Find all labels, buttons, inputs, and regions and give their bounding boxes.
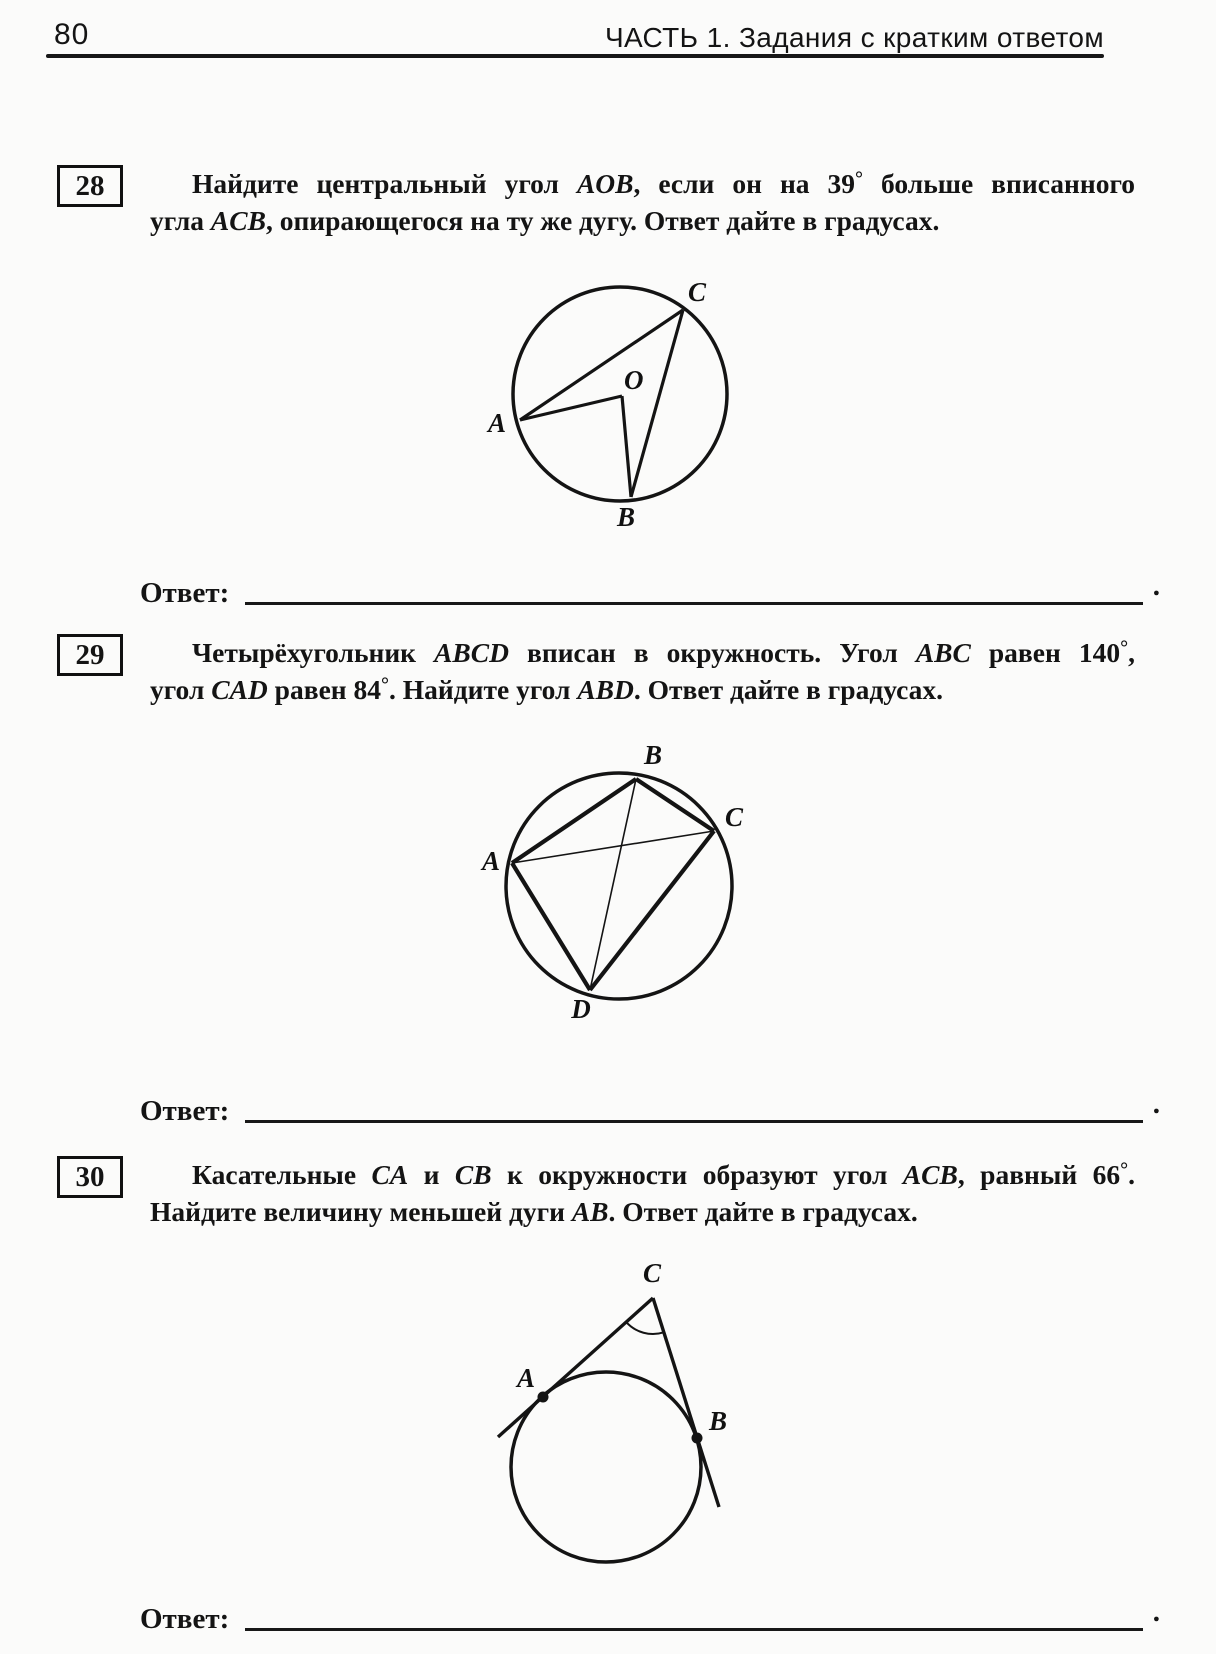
d28-label-C: C <box>688 277 707 307</box>
d28-circle <box>513 287 727 501</box>
d30-point-A-dot <box>538 1392 549 1403</box>
answer-blank-line <box>245 1094 1143 1123</box>
d29-label-C: C <box>725 802 744 832</box>
d30-label-B: B <box>709 1406 728 1436</box>
answer-row-28 <box>140 570 1160 609</box>
problem-number: 28 <box>75 169 105 202</box>
problem-29-number-box <box>57 634 123 676</box>
d29-side-AB <box>512 779 636 863</box>
problem-29-line-2: угол CAD равен 84°. Найдите угол ABD. Ответ дайте в градусах. <box>150 674 944 705</box>
d28-label-B: B <box>616 502 636 532</box>
answer-row-29 <box>140 1088 1160 1127</box>
answer-label: Ответ: <box>140 1095 230 1127</box>
header-rule <box>46 54 1104 58</box>
d30-label-A: A <box>516 1363 535 1393</box>
d28-label-O: O <box>624 365 644 395</box>
answer-period: . <box>1152 1088 1160 1120</box>
d29-side-DA <box>512 863 590 990</box>
answer-label: Ответ: <box>140 577 230 609</box>
d29-label-B: B <box>644 740 663 770</box>
d30-label-C: C <box>642 1258 662 1288</box>
problem-28-line-1: Найдите центральный угол AOB, если он на 39° больше вписанного <box>192 168 1135 199</box>
answer-blank-line <box>245 1602 1143 1631</box>
d29-side-CD <box>590 831 714 990</box>
d28-label-A: A <box>487 408 506 438</box>
problem-30-number-box <box>57 1156 123 1198</box>
problem-number: 30 <box>75 1160 105 1193</box>
d29-circle <box>506 773 732 999</box>
diagram-28-central-angle <box>420 268 750 533</box>
d30-tangent-CB <box>653 1298 719 1507</box>
problem-30-line-2: Найдите величину меньшей дуги AB. Ответ дайте в градусах. <box>150 1196 918 1227</box>
answer-period: . <box>1152 570 1160 602</box>
problem-number: 29 <box>75 638 105 671</box>
d29-label-D: D <box>571 994 591 1024</box>
answer-row-30 <box>140 1596 1160 1635</box>
diagram-30-tangents <box>440 1258 775 1573</box>
problem-29-line-1: Четырёхугольник ABCD вписан в окружность. Угол ABC равен 140°, <box>192 637 1135 668</box>
problem-29-text <box>150 634 1135 708</box>
problem-28-text <box>150 165 1135 239</box>
page-number: 80 <box>54 18 90 51</box>
d29-label-A: A <box>481 846 500 876</box>
diagram-29-inscribed-quadrilateral <box>450 718 780 1023</box>
d28-radius-OB <box>622 396 631 497</box>
problem-30-text <box>150 1156 1135 1230</box>
d30-point-B-dot <box>692 1433 703 1444</box>
answer-period: . <box>1152 1596 1160 1628</box>
d30-angle-arc <box>626 1322 664 1334</box>
d29-diagonal-AC <box>512 831 714 863</box>
problem-28-number-box <box>57 165 123 207</box>
answer-blank-line <box>245 576 1143 605</box>
problem-28-line-2: угла ACB, опирающегося на ту же дугу. Ответ дайте в градусах. <box>150 205 940 236</box>
header-title: ЧАСТЬ 1. Задания с кратким ответом <box>604 22 1104 53</box>
problem-30-line-1: Касательные CA и CB к окружности образуют угол ACB, равный 66°. <box>192 1159 1135 1190</box>
answer-label: Ответ: <box>140 1603 230 1635</box>
